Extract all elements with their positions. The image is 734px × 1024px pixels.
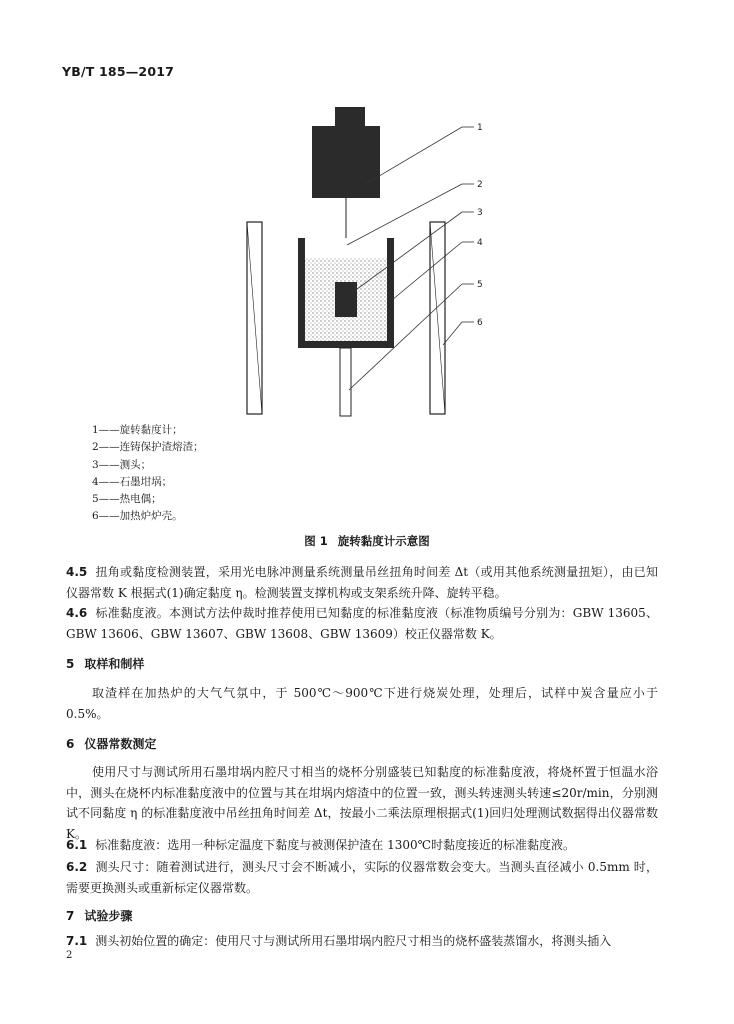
section-title: 试验步骤 [84,909,133,923]
section-heading-6 [66,735,156,752]
callout-6: 6 [477,318,483,328]
viscometer-body [312,126,380,198]
clause-number: 4.6 [66,606,88,620]
figure-legend [92,422,204,526]
section-6-body: 使用尺寸与测试所用石墨坩埚内腔尺寸相当的烧杯分别盛装已知黏度的标准黏度液，将烧杯置于恒温水浴中，测头在烧杯内标准黏度液中的位置与其在坩埚内熔渣中的位置一致，测头转速测头转速≤20r/min，分别测试不同黏度 η 的标准黏度液中吊丝扭角时间差 Δt，按最小二乘法原理根据式(1)回归处理测试数据得出仪器常数 K。 [66,765,658,841]
page-number: 2 [66,950,73,961]
callout-3: 3 [477,208,483,218]
callout-4: 4 [477,238,483,248]
figure-number: 图 1 [304,534,328,548]
callout-1: 1 [477,123,483,133]
section-number: 7 [66,909,75,923]
legend-item: 5——热电偶； [92,493,162,506]
legend-item: 2——连铸保护渣熔渣； [92,441,204,454]
section-heading-7 [66,907,132,924]
clause-7-1 [66,931,658,952]
clause-text: 标准黏度液：选用一种标定温度下黏度与被测保护渣在 1300℃时黏度接近的标准黏度液。 [95,838,576,852]
callout-5: 5 [477,280,483,290]
clause-6-2 [66,857,658,898]
section-number: 6 [66,737,75,751]
section-5-body: 取渣样在加热炉的大气气氛中，于 500℃～900℃下进行烧炭处理，处理后，试样中炭含量应小于 0.5%。 [66,686,658,721]
clause-4-5 [66,562,658,603]
clause-4-6 [66,603,658,644]
section-number: 5 [66,657,75,671]
section-title: 取样和制样 [84,657,145,671]
clause-text: 扭角或黏度检测装置，采用光电脉冲测量系统测量吊丝扭角时间差 Δt（或用其他系统测量扭矩），由已知仪器常数 K 根据式(1)确定黏度 η。检测装置支撑机构或支架系统升降、旋转平稳。 [66,565,658,600]
section-heading-5 [66,655,144,672]
callout-2: 2 [477,180,483,190]
clause-number: 6.1 [66,838,88,852]
clause-text: 测头尺寸：随着测试进行，测头尺寸会不断减小，实际的仪器常数会变大。当测头直径减小 0.5mm 时，需要更换测头或重新标定仪器常数。 [66,860,658,895]
figure-title: 旋转黏度计示意图 [337,534,430,548]
clause-number: 7.1 [66,934,88,948]
viscometer-top-cap [335,107,365,127]
clause-text: 标准黏度液。本测试方法仲裁时推荐使用已知黏度的标准黏度液（标准物质编号分别为：GBW 13605、GBW 13606、GBW 13607、GBW 13608、GBW 13609）校正仪器常数 K。 [66,606,658,641]
legend-item: 6——加热炉炉壳。 [92,510,183,523]
standard-number: YB/T 185—2017 [62,64,175,79]
figure-caption [0,533,734,549]
clause-text: 测头初始位置的确定：使用尺寸与测试所用石墨坩埚内腔尺寸相当的烧杯盛装蒸馏水，将测头插入 [95,934,612,948]
thermocouple [340,348,351,416]
clause-number: 6.2 [66,860,88,874]
section-title: 仪器常数测定 [84,737,157,751]
legend-item: 1——旋转黏度计； [92,424,183,436]
clause-number: 4.5 [66,565,88,579]
legend-item: 3——测头； [92,458,152,471]
legend-item: 4——石墨坩埚； [92,475,173,488]
probe [335,282,357,317]
clause-6-1 [66,835,658,856]
